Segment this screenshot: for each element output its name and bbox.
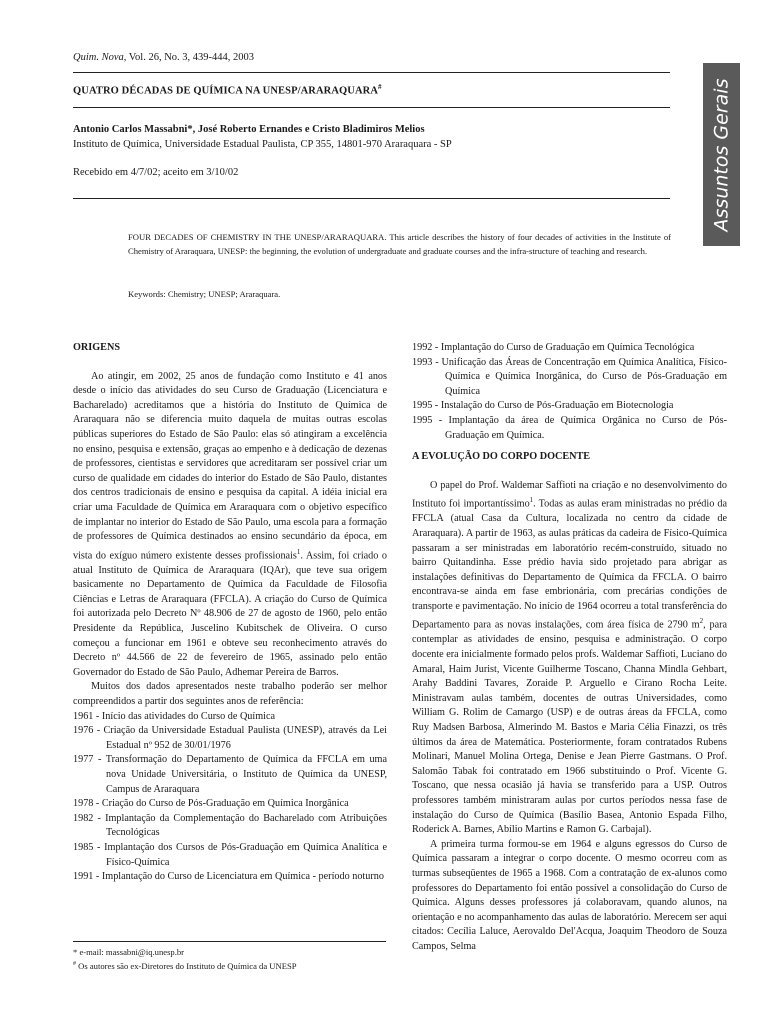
keywords: Keywords: Chemistry; UNESP; Araraquara. (128, 289, 281, 299)
paragraph: Muitos dos dados apresentados neste trabalho poderão ser melhor compreendidos a partir dos seguintes anos de referência: (73, 681, 387, 708)
timeline-item: 1992 - Implantação do Curso de Graduação em Química Tecnológica (412, 342, 695, 353)
header-rule-middle (73, 107, 670, 108)
paragraph: O papel do Prof. Waldemar Saffioti na criação e no desenvolvimento do Instituto foi importantíssimo$^1$. Todas as aulas eram ministradas no prédio da FFCLA (atual Casa da Cultura, localizada no centro da cidade de Araraquara). A partir de 1963, as aulas práticas da cadeira de Físico-Química passaram a ser ministradas em laboratório recém-construído, situado no bairro Quitandinha. Esse prédio havia sido projetado para abrigar as instalações definitivas do Departamento de Química da FFCLA. O bairro encontrava-se ainda em fase embrionária, com precárias condições de transporte e pavimentação. No início de 1964 ocorreu a total transferência do Departamento para as novas instalações, com área física de 2790 $m^2$, para contemplar as atividades de ensino, pesquisa e administração. O corpo docente era inicialmente formado pelos profs. Waldemar Saffioti, Luciano do Amaral, Haim Jurist, Vicente Guilherme Toscano, Channa Mindla Gehbart, Arahy Baddini Tavares, Zoraide P. Arguello e Cirano Rocha Leite. Ministravam aulas também, docentes de outras Universidades, como William G. Rolim de Camargo (USP) e de outras áreas da FFCLA, como Ruy Madsen Barbosa, Almerindo M. Bastos e Maria Célia Finazzi, os três últimos da área de Matemática. Posteriormente, foram contratados Rubens Molinari, Manuel Molina Ortega, Denise e Jean Pierre Gastmans. O Prof. Salomão Tabak foi contratado em 1966 substituindo o Prof. Vicente G. Toscano, que nessa ocasião já havia se transferido para a USP. Outros professores também ministraram aulas por curtos períodos nessa fase de instalação do Curso de Química (Basílio Basea, Antonio Espada Filho, Roderick A. Barnes, Abílio Martins e Ramon G. Carbajal). (412, 479, 728, 836)
left-column (73, 341, 387, 885)
paragraph: Ao atingir, em 2002, 25 anos de fundação como Instituto e 41 anos desde o início das atividades do seu Curso de Graduação (Licenciatura e Bacharelado) acreditamos que a história do Instituto de Química de Araraquara não se diferencia muito daquela de muitas outras escolas públicas superiores do Estado de São Paulo: elas só atingiram a excelência no ensino, pesquisa e extensão, graças ao empenho e à dedicação de dezenas de professores, cientistas e servidores que acreditaram ser possível criar um curso de qualidade em cidades do interior do Estado de São Paulo, distantes dos centros tradicionais de ensino e pesquisa da capital. A idéia inicial era criar uma Faculdade de Química em Araraquara com o objetivo específico de implantar no interior do Estado de São Paulo, uma escola para a formação de professores de Química destinados ao ensino secundário da época, em vista do exíguo número existente desses profissionais$^1$. Assim, foi criado o atual Instituto de Química de Araraquara (IQAr), que teve sua origem basicamente no Departamento de Química da Faculdade de Filosofia Ciências e Letras de Araraquara (FFCLA). A criação do Curso de Química foi autorizada pelo Decreto Nº 48.906 de 27 de agosto de 1960, pelo então Presidente da República, Juscelino Kubitschek de Oliveira. O curso começou a funcionar em 1961 e obteve seu reconhecimento através do Decreto nº 44.566 de 22 de fevereiro de 1965, assinado pelo então Governador do Estado de São Paulo, Adhemar Pereira de Barros. (73, 370, 388, 678)
footnote-email: * e-mail: massabni@iq.unesp.br (73, 947, 185, 957)
journal-name: Quim. Nova (73, 52, 124, 63)
superscript: 2 (699, 617, 704, 626)
header-rule-top (73, 72, 670, 73)
article-title: QUATRO DÉCADAS DE QUÍMICA NA UNESP/ARARAQUARA# (73, 83, 382, 97)
title-footnote-mark: # (378, 83, 382, 91)
received-dates: Recebido em 4/7/02; aceito em 3/10/02 (73, 167, 239, 178)
timeline-item: 1985 - Implantação dos Cursos de Pós-Graduação em Química Analítica e Físico-Química (73, 841, 388, 868)
timeline-item: 1995 - Implantação da área de Química Orgânica no Curso de Pós-Graduação em Química. (412, 414, 727, 441)
reference-mark: 1 (529, 496, 534, 505)
paragraph: A primeira turma formou-se em 1964 e alguns egressos do Curso de Química passaram a integrar o corpo docente. O mesmo ocorreu com as turmas subseqüentes de 1965 a 1968. Com a contratação de ex-alunos como professores do Departamento foi então possível a consolidação do Curso de Química. Alguns desses professores já colaboravam, quando alunos, na orientação e no acompanhamento das aulas de laboratório. Merecem ser aqui citados: Cecília Laluce, Aerovaldo Del'Acqua, Joaquim Theodoro de Souza Campos, Selma (412, 838, 727, 952)
timeline-item: 1995 - Instalação do Curso de Pós-Graduação em Biotecnologia (412, 400, 674, 412)
section-heading-evolucao: A EVOLUÇÃO DO CORPO DOCENTE (412, 451, 591, 463)
abstract: FOUR DECADES OF CHEMISTRY IN THE UNESP/ARARAQUARA. This article describes the history of four decades of activities in the Institute of Chemistry of Araraquara, UNESP: the beginning, the evolution of undergraduate and graduate courses and the infra-structure of teaching and research. (128, 232, 671, 256)
timeline-item: 1961 - Início das atividades do Curso de Química (73, 710, 276, 722)
right-column (412, 341, 727, 955)
timeline-item: 1978 - Criação do Curso de Pós-Graduação em Química Inorgânica (73, 798, 349, 810)
author-affiliation: Instituto de Química, Universidade Estadual Paulista, CP 355, 14801-970 Araraquara - SP (73, 139, 452, 150)
timeline-item: 1977 - Transformação do Departamento de Química da FFCLA em uma nova Unidade Universitária, o Instituto de Química da UNESP, Campus de Araraquara (73, 754, 387, 795)
journal-volume: , Vol. 26, No. 3, 439-444, 2003 (123, 52, 255, 63)
journal-citation (73, 52, 254, 63)
timeline-item: 1976 - Criação da Universidade Estadual Paulista (UNESP), através da Lei Estadual nº 952 de 30/01/1976 (73, 725, 387, 751)
header-rule-bottom (73, 198, 670, 199)
footnote-authors: # Os autores são ex-Diretores do Instituto de Química da UNESP (73, 960, 297, 971)
timeline-list (73, 710, 387, 885)
reference-mark: 1 (296, 547, 301, 556)
section-heading-origens: ORIGENS (73, 342, 120, 353)
section-tab-label: Assuntos Gerais (710, 78, 733, 231)
author-list: Antonio Carlos Massabni*, José Roberto Ernandes e Cristo Bladimiros Melios (73, 124, 425, 135)
timeline-item: 1993 - Unificação das Áreas de Concentração em Química Analítica, Físico-Química e Química Inorgânica, do Curso de Pós-Graduação em Química (412, 356, 727, 397)
timeline-item: 1991 - Implantação do Curso de Licenciatura em Química - período noturno (73, 871, 384, 883)
footnote-rule (73, 941, 386, 942)
footnotes (73, 946, 393, 972)
timeline-item: 1982 - Implantação da Complementação do Bacharelado com Atribuições Tecnológicas (73, 812, 387, 839)
timeline-list-continued (412, 341, 727, 443)
